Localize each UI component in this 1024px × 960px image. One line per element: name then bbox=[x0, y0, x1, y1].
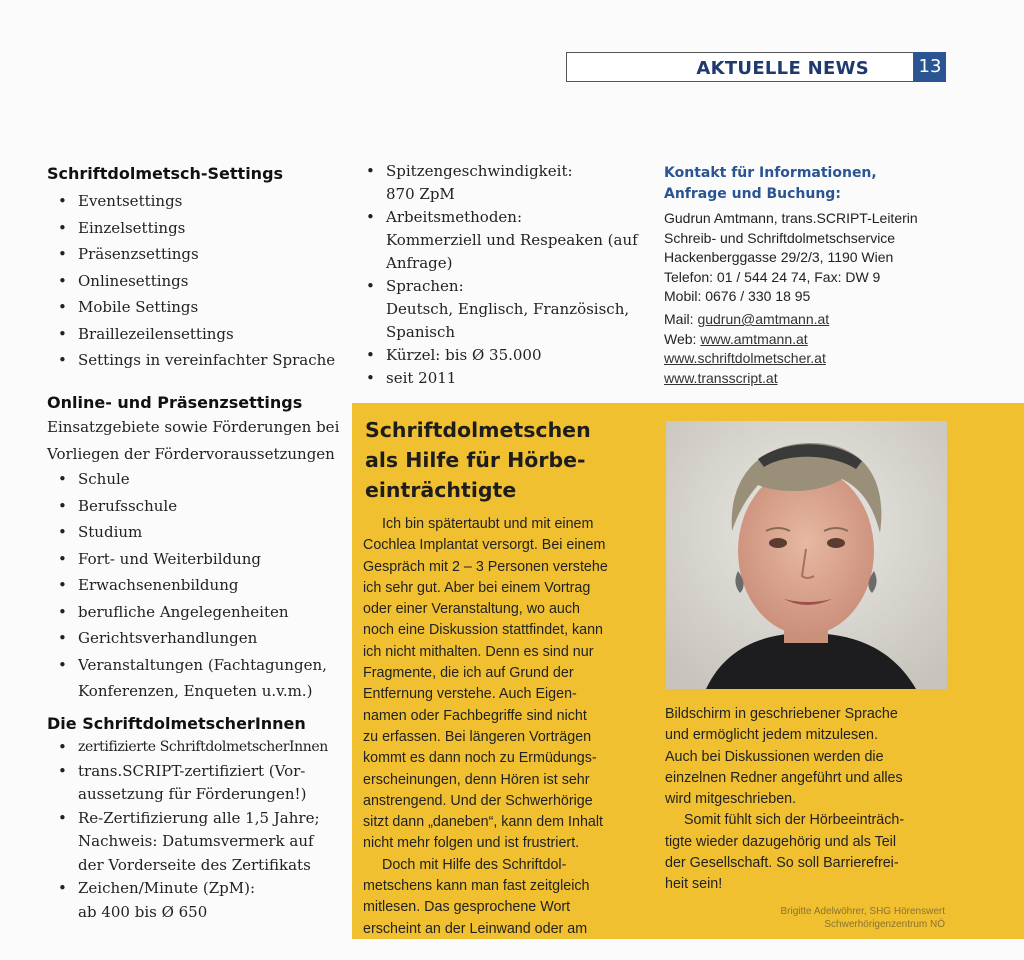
text-line: erscheint an der Leinwand oder am bbox=[363, 920, 588, 937]
list-item: • seit 2011 bbox=[355, 367, 645, 390]
text-line: • Veranstaltungen (Fachtagungen, bbox=[78, 655, 327, 674]
text-line: • Spitzengeschwindigkeit: bbox=[386, 162, 573, 180]
text-line: tigte wieder dazugehörig und als Teil bbox=[665, 833, 897, 850]
list-item: • berufliche Angelegenheiten bbox=[47, 599, 347, 626]
web-label: Web: bbox=[664, 330, 701, 347]
text-line: Kontakt für Informationen, bbox=[664, 165, 877, 181]
list-item bbox=[355, 275, 645, 344]
settings-list bbox=[47, 188, 347, 374]
article-credit bbox=[700, 905, 945, 931]
intro-text bbox=[47, 414, 347, 467]
text-line: ich nicht mithalten. Denn es sind nur bbox=[363, 643, 594, 660]
article-left-column bbox=[363, 514, 653, 940]
text-line: Ich bin spätertaubt und mit einem bbox=[382, 516, 594, 532]
text-line: Bildschirm in geschriebener Sprache bbox=[665, 706, 898, 722]
text-line: Auch bei Diskussionen werden die bbox=[665, 748, 884, 765]
text-line: Doch mit Hilfe des Schriftdol- bbox=[382, 856, 567, 873]
list-item bbox=[47, 807, 352, 878]
mail-link[interactable]: gudrun@amtmann.at bbox=[697, 311, 830, 327]
list-item bbox=[47, 877, 352, 924]
heading-schriftdolmetscherinnen: Die SchriftdolmetscherInnen bbox=[47, 714, 306, 733]
text-line: der Gesellschaft. So soll Barrierefrei- bbox=[665, 855, 899, 872]
text-line: Nachweis: Datumsvermerk auf bbox=[78, 832, 314, 850]
text-line: Einsatzgebiete sowie Förderungen bei bbox=[47, 418, 340, 436]
list-item: • Gerichtsverhandlungen bbox=[47, 625, 347, 652]
section-header-box bbox=[566, 52, 914, 82]
list-item: • Berufsschule bbox=[47, 493, 347, 520]
text-line: • Sprachen: bbox=[386, 277, 464, 295]
web-link-schriftdolmetscher[interactable]: www.schriftdolmetscher.at bbox=[664, 350, 826, 366]
web-row bbox=[664, 330, 994, 350]
web-link-transscript[interactable]: www.transscript.at bbox=[664, 369, 778, 386]
text-line: einzelnen Redner angeführt und alles bbox=[665, 769, 903, 786]
list-item: • Braillezeilensettings bbox=[47, 321, 347, 348]
title-line: als Hilfe für Hörbe- bbox=[365, 448, 586, 472]
list-item: • Mobile Settings bbox=[47, 294, 347, 321]
text-line: Fragmente, die ich auf Grund der bbox=[363, 665, 574, 682]
list-item: • Schule bbox=[47, 466, 347, 493]
text-line: heit sein! bbox=[665, 876, 723, 893]
text-line: der Vorderseite des Zertifikats bbox=[78, 855, 311, 874]
text-line: noch eine Diskussion stattfindet, kann bbox=[363, 622, 604, 639]
text-line: kommt es dann noch zu Ermüdungs- bbox=[363, 750, 597, 767]
text-line: und ermöglicht jedem mitzulesen. bbox=[665, 727, 878, 744]
title-line: einträchtigte bbox=[365, 478, 517, 502]
credit-line: Brigitte Adelwöhrer, SHG Hörenswert bbox=[780, 906, 945, 917]
text-line: Kommerziell und Respeaken (auf bbox=[386, 231, 638, 249]
portrait-photo bbox=[666, 421, 947, 689]
text-line: Gespräch mit 2 – 3 Personen verstehe bbox=[363, 558, 608, 575]
text-line: Anfrage und Buchung: bbox=[664, 186, 841, 202]
text-line: zu erfassen. Bei längeren Vorträgen bbox=[363, 728, 592, 745]
dolmetscher-list bbox=[47, 736, 352, 924]
text-line: • Zeichen/Minute (ZpM): bbox=[78, 879, 256, 897]
text-line: Somit fühlt sich der Hörbeeinträch- bbox=[684, 812, 905, 829]
list-item: • Präsenzsettings bbox=[47, 241, 347, 268]
list-item: • Eventsettings bbox=[47, 188, 347, 215]
text-line: Anfrage) bbox=[386, 254, 453, 272]
contact-links bbox=[664, 310, 994, 388]
text-line: oder einer Veranstaltung, wo auch bbox=[363, 601, 580, 618]
list-item bbox=[355, 160, 645, 206]
text-line: anstrengend. Und der Schwerhörige bbox=[363, 792, 593, 809]
list-item: • Kürzel: bis Ø 35.000 bbox=[355, 344, 645, 367]
list-item bbox=[47, 652, 347, 705]
list-item bbox=[47, 760, 352, 807]
text-line: Telefon: 01 / 544 24 74, Fax: DW 9 bbox=[664, 268, 881, 285]
text-line: Mobil: 0676 / 330 18 95 bbox=[664, 288, 811, 304]
text-line: Hackenberggasse 29/2/3, 1190 Wien bbox=[664, 249, 894, 265]
title-line: Schriftdolmetschen bbox=[365, 418, 591, 442]
portrait-illustration bbox=[666, 421, 947, 689]
text-line: • Re-Zertifizierung alle 1,5 Jahre; bbox=[78, 808, 320, 827]
text-line: namen oder Fachbegriffe sind nicht bbox=[363, 707, 587, 724]
text-line: Konferenzen, Enqueten u.v.m.) bbox=[78, 682, 313, 700]
text-line: 870 ZpM bbox=[386, 185, 455, 203]
text-line: Spanisch bbox=[386, 323, 456, 341]
text-line: Schreib- und Schriftdolmetschservice bbox=[664, 229, 896, 246]
text-line: aussetzung für Förderungen!) bbox=[78, 785, 307, 803]
einsatz-list bbox=[47, 466, 347, 705]
text-line: ich sehr gut. Aber bei einem Vortrag bbox=[363, 579, 591, 596]
specs-list bbox=[355, 160, 645, 390]
article-title bbox=[365, 415, 591, 505]
list-item: • Einzelsettings bbox=[47, 215, 347, 242]
text-line: Cochlea Implantat versorgt. Bei einem bbox=[363, 537, 606, 554]
text-line: Gudrun Amtmann, trans.SCRIPT-Leiterin bbox=[664, 210, 918, 226]
web-link[interactable]: www.amtmann.at bbox=[700, 330, 808, 347]
text-line: • trans.SCRIPT-zertifiziert (Vor- bbox=[78, 761, 306, 780]
section-title: AKTUELLE NEWS bbox=[696, 58, 869, 79]
text-line: Deutsch, Englisch, Französisch, bbox=[386, 300, 630, 318]
contact-heading bbox=[664, 163, 877, 205]
text-line: ab 400 bis Ø 650 bbox=[78, 902, 208, 921]
list-item: • Settings in vereinfachter Sprache bbox=[47, 347, 347, 374]
text-line: Vorliegen der Fördervoraussetzungen bbox=[47, 444, 335, 463]
list-item: • Onlinesettings bbox=[47, 268, 347, 295]
list-item: • Studium bbox=[47, 519, 347, 546]
page-number: 13 bbox=[914, 52, 946, 82]
list-item: • Erwachsenenbildung bbox=[47, 572, 347, 599]
text-line: nicht mehr folgen und ist frustriert. bbox=[363, 835, 580, 852]
contact-details bbox=[664, 209, 994, 307]
article-right-column bbox=[665, 704, 965, 896]
text-line: • Arbeitsmethoden: bbox=[386, 208, 523, 226]
text-line: Entfernung verstehe. Auch Eigen- bbox=[363, 686, 577, 703]
mail-label: Mail: bbox=[664, 311, 698, 327]
text-line: erscheinungen, denn Hören ist sehr bbox=[363, 771, 590, 788]
mail-row bbox=[664, 310, 994, 330]
text-line: sitzt dann „daneben“, kann dem Inhalt bbox=[363, 814, 604, 831]
list-item: • Fort- und Weiterbildung bbox=[47, 546, 347, 573]
credit-line: Schwerhörigenzentrum NÖ bbox=[824, 919, 945, 930]
list-item bbox=[355, 206, 645, 275]
list-item: • zertifizierte SchriftdolmetscherInnen bbox=[47, 736, 352, 760]
heading-settings: Schriftdolmetsch-Settings bbox=[47, 164, 284, 183]
text-line: mitlesen. Das gesprochene Wort bbox=[363, 899, 571, 916]
heading-online-praesenz: Online- und Präsenzsettings bbox=[47, 393, 303, 412]
text-line: metschens kann man fast zeitgleich bbox=[363, 878, 590, 895]
text-line: wird mitgeschrieben. bbox=[665, 791, 797, 808]
